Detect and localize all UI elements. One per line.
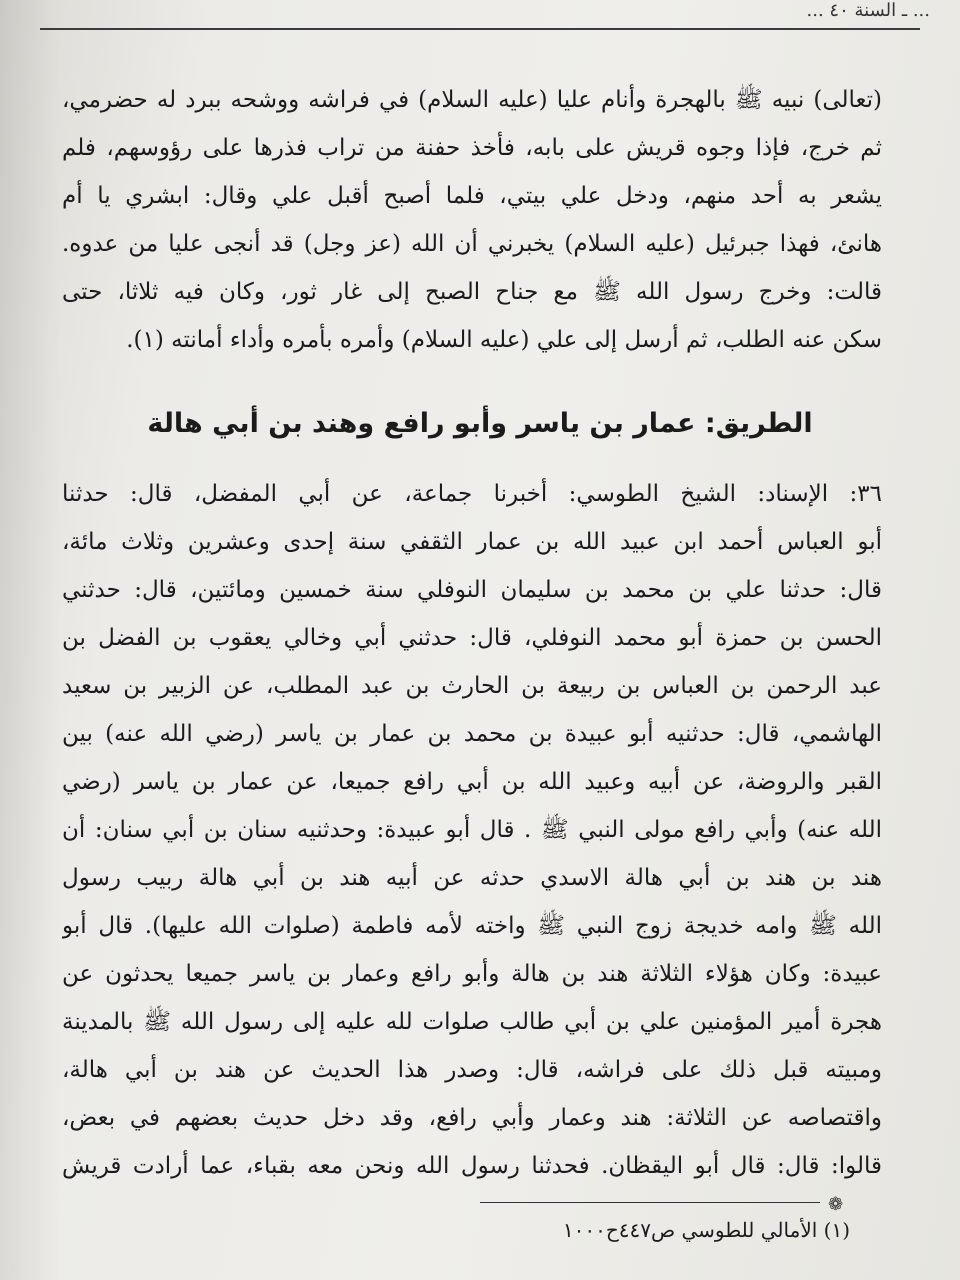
text-line: أبو العباس أحمد ابن عبيد الله بن عمار الثقفي سنة إحدى وعشرين وثلاث مائة، [62,529,882,555]
text-line: هانئ، فهذا جبرئيل (عليه السلام) يخبرني أن الله (عز وجل) قد أنجى عليا من عدوه. [62,231,882,257]
text-line: الحسن بن حمزة أبو محمد النوفلي، قال: حدثني أبي وخالي يعقوب بن الفضل بن [62,625,882,651]
text-line: قالوا: قال: قال أبو اليقظان. فحدثنا رسول الله ونحن معه بقباء، عما أرادت قريش [62,1153,882,1179]
text-line: (تعالى) نبيه ﷺ بالهجرة وأنام عليا (عليه السلام) في فراشه ووشحه ببرد له حضرمي، [62,87,882,113]
text-line: هجرة أمير المؤمنين علي بن أبي طالب صلوات لله عليه إلى رسول الله ﷺ بالمدينة [62,1009,882,1035]
running-head: ... ـ السنة ٤٠ ... [806,0,930,21]
text-line: الله ﷺ وامه خديجة زوج النبي ﷺ واخته لأمه فاطمة (صلوات الله عليها). قال أبو [62,913,882,939]
text-line: سكن عنه الطلب، ثم أرسل إلى علي (عليه السلام) وأمره بأمره وأداء أمانته (١). [126,327,882,353]
header-rule [40,28,920,30]
footnote-rule [480,1202,820,1203]
top-paragraph [62,76,882,364]
footnote-ornament-icon: ❁ [828,1194,844,1215]
text-line: القبر والروضة، عن أبيه وعبيد الله بن أبي رافع جميعا، عن عمار بن ياسر (رضي [62,769,882,795]
text-line: عبيدة: وكان هؤلاء الثلاثة هند بن هالة وأبو رافع وعمار بن ياسر جميعا يحدثون عن [62,961,882,987]
text-line: عبد الرحمن بن العباس بن ربيعة بن الحارث بن عبد المطلب، عن الزبير بن سعيد [62,673,882,699]
page-shadow [0,0,60,1280]
section-heading: الطريق: عمار بن ياسر وأبو رافع وهند بن أبي هالة [147,408,813,439]
text-line: ٣٦: الإسناد: الشيخ الطوسي: أخبرنا جماعة، عن أبي المفضل، قال: حدثنا [62,481,882,507]
text-line: ومبيته قبل ذلك على فراشه، قال: وصدر هذا الحديث عن هند بن أبي هالة، [62,1057,882,1083]
text-line: قالت: وخرج رسول الله ﷺ مع جناح الصبح إلى غار ثور، وكان فيه ثلاثا، حتى [62,279,882,305]
body-paragraph [62,470,882,1190]
text-line: واقتصاصه عن الثلاثة: هند وعمار وأبي رافع، وقد دخل حديث بعضهم في بعض، [62,1105,882,1131]
footnote: (١) الأمالي للطوسي ص٤٤٧ح١٠٠٠ [562,1218,850,1242]
text-line: ثم خرج، فإذا وجوه قريش على بابه، فأخذ حفنة من تراب فذرها على رؤوسهم، فلم [62,135,882,161]
text-line: قال: حدثنا علي بن محمد بن سليمان النوفلي سنة خمسين ومائتين، قال: حدثني [62,577,882,603]
text-line: يشعر به أحد منهم، ودخل علي بيتي، فلما أصبح أقبل علي وقال: ابشري يا أم [62,183,882,209]
text-line: هند بن هند بن أبي هالة الاسدي حدثه عن أبيه هند بن أبي هالة ربيب رسول [62,865,882,891]
text-line: الهاشمي، قال: حدثنيه أبو عبيدة بن محمد بن عمار بن ياسر (رضي الله عنه) بين [62,721,882,747]
text-line: الله عنه) وأبي رافع مولى النبي ﷺ . قال أبو عبيدة: وحدثنيه سنان بن أبي سنان: أن [62,817,882,843]
